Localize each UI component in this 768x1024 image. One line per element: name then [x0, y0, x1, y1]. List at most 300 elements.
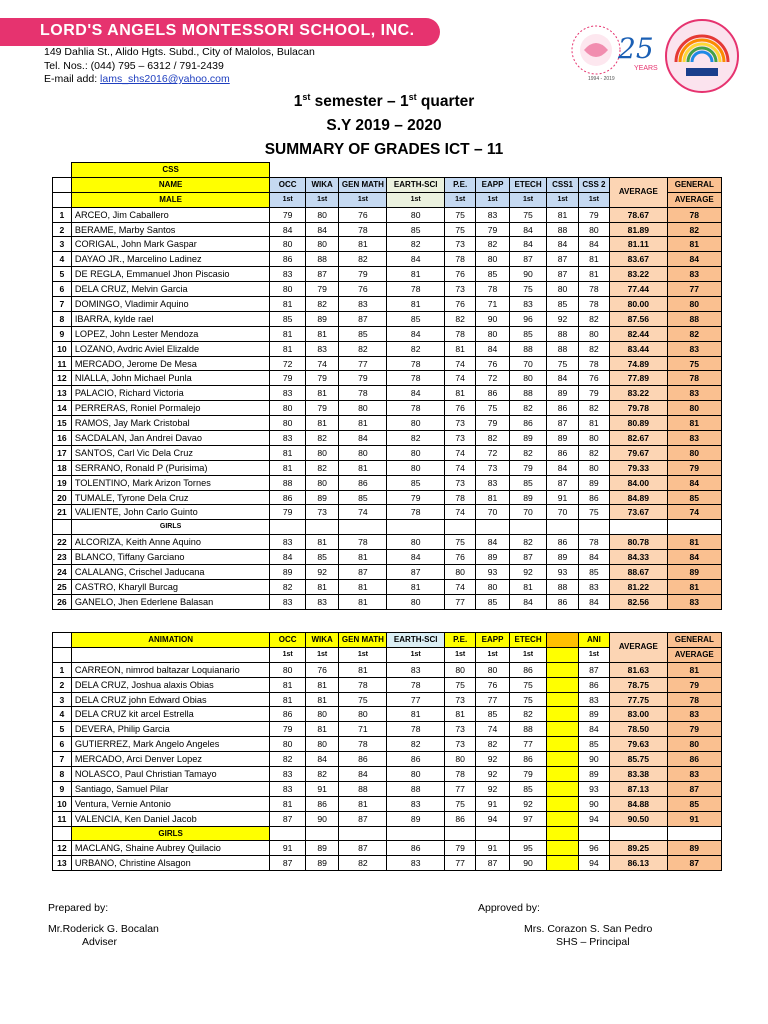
grade-cell — [547, 752, 578, 767]
blank-cell — [476, 826, 509, 841]
email-link[interactable]: lams_shs2016@yahoo.com — [100, 73, 230, 85]
grade-cell: 84 — [578, 594, 609, 609]
grade-cell: 86 — [509, 752, 547, 767]
blank-cell — [610, 163, 667, 178]
student-row — [53, 811, 722, 826]
subject-header-row — [53, 177, 722, 192]
blank-cell — [547, 647, 578, 662]
quarter-label: 1st — [270, 647, 306, 662]
row-number: 7 — [53, 752, 72, 767]
grade-cell: 89 — [578, 707, 609, 722]
grade-cell: 74 — [444, 505, 475, 520]
general-average-cell: 88 — [667, 311, 721, 326]
grade-cell: 70 — [547, 505, 578, 520]
grade-cell: 89 — [476, 550, 509, 565]
grade-cell: 83 — [387, 796, 444, 811]
row-number: 5 — [53, 267, 72, 282]
student-name: DE REGLA, Emmanuel Jhon Piscasio — [71, 267, 270, 282]
row-number: 9 — [53, 326, 72, 341]
grade-cell: 92 — [476, 752, 509, 767]
student-row — [53, 475, 722, 490]
subject-header: ETECH — [509, 633, 547, 648]
grade-cell: 82 — [476, 737, 509, 752]
grade-cell: 87 — [509, 252, 547, 267]
grade-cell: 80 — [387, 445, 444, 460]
blank-cell — [444, 163, 475, 178]
grade-cell: 84 — [547, 371, 578, 386]
student-name: VALIENTE, John Carlo Guinto — [71, 505, 270, 520]
grade-cell: 80 — [387, 416, 444, 431]
semester-title: 1st semester – 1st quarter — [293, 92, 475, 111]
girls-label: GIRLS — [71, 826, 270, 841]
grade-cell: 89 — [305, 841, 338, 856]
row-number: 14 — [53, 401, 72, 416]
row-number: 3 — [53, 237, 72, 252]
grade-cell: 85 — [547, 297, 578, 312]
row-number: 11 — [53, 356, 72, 371]
grade-cell: 84 — [387, 252, 444, 267]
average-cell: 82.44 — [610, 326, 667, 341]
grade-cell: 75 — [476, 401, 509, 416]
grade-cell: 78 — [339, 677, 387, 692]
average-cell: 80.78 — [610, 535, 667, 550]
subject-header: ETECH — [509, 177, 547, 192]
grade-cell: 86 — [444, 811, 475, 826]
student-name: DELA CRUZ kit arcel Estrella — [71, 707, 270, 722]
grade-cell: 84 — [476, 535, 509, 550]
general-header: GENERAL — [667, 177, 721, 192]
blank-cell — [578, 520, 609, 535]
grade-cell: 86 — [387, 752, 444, 767]
student-name: DOMINGO, Vladimir Aquino — [71, 297, 270, 312]
grade-cell: 81 — [578, 267, 609, 282]
grade-cell: 83 — [270, 267, 306, 282]
student-row — [53, 416, 722, 431]
grade-cell — [547, 856, 578, 871]
grade-cell: 82 — [305, 460, 338, 475]
grade-cell: 73 — [444, 475, 475, 490]
row-number: 6 — [53, 737, 72, 752]
grade-cell: 89 — [305, 490, 338, 505]
blank-cell — [53, 163, 72, 178]
grade-cell: 83 — [578, 579, 609, 594]
grade-cell: 84 — [509, 222, 547, 237]
grade-cell: 78 — [444, 326, 475, 341]
student-row — [53, 737, 722, 752]
grade-cell: 78 — [578, 356, 609, 371]
grade-cell: 90 — [305, 811, 338, 826]
student-name: PALACIO, Richard Victoria — [71, 386, 270, 401]
grade-cell: 76 — [476, 356, 509, 371]
blank-cell — [305, 520, 338, 535]
grade-cell: 81 — [339, 796, 387, 811]
grade-cell: 86 — [476, 386, 509, 401]
student-row — [53, 297, 722, 312]
approver-name: Mrs. Corazon S. San Pedro — [524, 923, 653, 935]
grade-cell: 84 — [339, 431, 387, 446]
grade-cell — [547, 707, 578, 722]
grade-cell: 80 — [305, 737, 338, 752]
subject-header — [547, 633, 578, 648]
average-cell: 74.89 — [610, 356, 667, 371]
quarter-label: 1st — [339, 647, 387, 662]
school-email-line — [44, 73, 230, 85]
general-average-cell: 81 — [667, 535, 721, 550]
student-name: CARREON, nimrod baltazar Loquianario — [71, 662, 270, 677]
blank-cell — [444, 520, 475, 535]
grade-cell: 79 — [305, 282, 338, 297]
quarter-label: 1st — [339, 192, 387, 207]
grade-cell: 93 — [476, 565, 509, 580]
grade-cell: 81 — [305, 386, 338, 401]
grade-cell: 89 — [509, 431, 547, 446]
grade-cell: 79 — [270, 371, 306, 386]
grade-cell: 80 — [270, 416, 306, 431]
grade-cell: 94 — [578, 856, 609, 871]
subject-header: EARTH-SCI — [387, 633, 444, 648]
grade-cell: 81 — [509, 579, 547, 594]
grade-cell: 82 — [476, 431, 509, 446]
grade-cell: 73 — [444, 692, 475, 707]
grade-cell: 81 — [444, 341, 475, 356]
grade-cell: 73 — [444, 282, 475, 297]
row-number: 19 — [53, 475, 72, 490]
grade-cell: 75 — [444, 535, 475, 550]
grade-cell: 80 — [339, 707, 387, 722]
grade-cell: 86 — [578, 490, 609, 505]
grade-cell: 80 — [509, 371, 547, 386]
row-number: 3 — [53, 692, 72, 707]
quarter-label: 1st — [305, 647, 338, 662]
grade-cell: 80 — [339, 445, 387, 460]
grade-cell: 76 — [444, 267, 475, 282]
average-cell: 81.22 — [610, 579, 667, 594]
row-number: 16 — [53, 431, 72, 446]
anniv-years: 1994 - 2019 — [588, 76, 615, 82]
general-average-cell: 79 — [667, 722, 721, 737]
grade-cell: 88 — [339, 781, 387, 796]
average-header: AVERAGE — [610, 177, 667, 207]
student-row — [53, 222, 722, 237]
grade-cell: 74 — [339, 505, 387, 520]
grade-cell: 86 — [270, 252, 306, 267]
grade-cell: 79 — [339, 267, 387, 282]
grade-cell: 73 — [444, 416, 475, 431]
general-average-cell: 85 — [667, 796, 721, 811]
grade-cell: 86 — [547, 401, 578, 416]
grade-cell: 84 — [387, 326, 444, 341]
student-row — [53, 207, 722, 222]
grade-cell — [547, 677, 578, 692]
blank-cell — [387, 826, 444, 841]
grade-cell: 74 — [444, 445, 475, 460]
grade-cell: 81 — [305, 535, 338, 550]
grade-cell: 86 — [387, 841, 444, 856]
grade-cell — [547, 811, 578, 826]
girls-label-row — [53, 826, 722, 841]
approver-role: SHS – Principal — [556, 936, 630, 948]
grade-cell: 80 — [476, 252, 509, 267]
grade-cell: 81 — [270, 460, 306, 475]
blank-cell — [339, 826, 387, 841]
grade-cell: 75 — [509, 692, 547, 707]
average-cell: 83.00 — [610, 707, 667, 722]
grade-cell: 90 — [509, 856, 547, 871]
anniversary-logo — [570, 20, 660, 82]
average-cell: 81.89 — [610, 222, 667, 237]
blank-cell — [339, 520, 387, 535]
grade-cell: 84 — [339, 767, 387, 782]
average-cell: 77.75 — [610, 692, 667, 707]
grade-cell: 82 — [578, 311, 609, 326]
grade-cell: 85 — [578, 565, 609, 580]
student-name: MERCADO, Arci Denver Lopez — [71, 752, 270, 767]
grade-cell: 83 — [476, 475, 509, 490]
grade-cell: 91 — [476, 796, 509, 811]
grade-cell: 78 — [387, 401, 444, 416]
grade-cell: 85 — [387, 222, 444, 237]
student-row — [53, 796, 722, 811]
grade-cell: 82 — [476, 237, 509, 252]
grade-cell: 81 — [387, 579, 444, 594]
grade-cell: 81 — [270, 341, 306, 356]
student-row — [53, 401, 722, 416]
row-number: 22 — [53, 535, 72, 550]
grade-cell: 82 — [339, 856, 387, 871]
blank-cell — [509, 520, 547, 535]
blank-cell — [509, 826, 547, 841]
student-name: Ventura, Vernie Antonio — [71, 796, 270, 811]
grade-cell: 81 — [387, 267, 444, 282]
grade-cell: 86 — [578, 677, 609, 692]
grade-cell: 74 — [444, 356, 475, 371]
student-row — [53, 767, 722, 782]
average-cell: 78.75 — [610, 677, 667, 692]
student-row — [53, 707, 722, 722]
grade-cell: 80 — [270, 282, 306, 297]
grade-cell: 74 — [476, 722, 509, 737]
blank-cell — [53, 177, 72, 192]
grade-cell: 80 — [387, 535, 444, 550]
grade-cell: 82 — [509, 445, 547, 460]
grade-cell: 76 — [476, 677, 509, 692]
grade-cell: 77 — [444, 781, 475, 796]
grade-cell: 87 — [270, 856, 306, 871]
quarter-label: 1st — [387, 647, 444, 662]
grade-cell: 79 — [509, 460, 547, 475]
blank-cell — [305, 826, 338, 841]
grade-cell: 79 — [270, 207, 306, 222]
student-row — [53, 431, 722, 446]
grade-cell: 90 — [476, 311, 509, 326]
grade-cell: 81 — [476, 490, 509, 505]
grade-cell: 74 — [305, 356, 338, 371]
grade-cell: 78 — [444, 252, 475, 267]
row-number: 2 — [53, 222, 72, 237]
grade-cell: 87 — [339, 311, 387, 326]
grade-cell: 74 — [444, 460, 475, 475]
average-cell: 80.89 — [610, 416, 667, 431]
student-name: DELA CRUZ john Edward Obias — [71, 692, 270, 707]
grade-cell: 91 — [305, 781, 338, 796]
grade-cell: 77 — [339, 356, 387, 371]
grade-cell: 84 — [387, 550, 444, 565]
average-cell: 73.67 — [610, 505, 667, 520]
grade-cell: 91 — [270, 841, 306, 856]
student-row — [53, 781, 722, 796]
student-row — [53, 490, 722, 505]
quarter-label: 1st — [444, 647, 475, 662]
grade-cell: 79 — [444, 841, 475, 856]
grade-cell: 83 — [270, 535, 306, 550]
student-name: GANELO, Jhen Ederlene Balasan — [71, 594, 270, 609]
student-name: DELA CRUZ, Melvin Garcia — [71, 282, 270, 297]
subject-header: P.E. — [444, 177, 475, 192]
grade-cell: 81 — [444, 707, 475, 722]
grade-cell: 81 — [547, 207, 578, 222]
general-average-cell: 89 — [667, 565, 721, 580]
grade-cell: 87 — [305, 267, 338, 282]
student-row — [53, 722, 722, 737]
blank-cell — [270, 163, 306, 178]
school-year-title: S.Y 2019 – 2020 — [326, 117, 442, 134]
grade-cell: 81 — [305, 677, 338, 692]
student-name: DELA CRUZ, Joshua alaxis Obias — [71, 677, 270, 692]
blank-cell — [53, 647, 72, 662]
grade-cell: 77 — [444, 856, 475, 871]
email-label: E-mail add: — [44, 73, 101, 85]
section-header-row — [53, 163, 722, 178]
grade-cell: 78 — [387, 505, 444, 520]
grade-cell: 86 — [270, 490, 306, 505]
grade-cell: 79 — [387, 490, 444, 505]
blank-cell — [71, 647, 270, 662]
grade-cell: 73 — [444, 722, 475, 737]
grade-cell: 90 — [578, 796, 609, 811]
grade-cell: 74 — [444, 371, 475, 386]
blank-cell — [667, 520, 721, 535]
grade-cell: 81 — [339, 579, 387, 594]
grade-cell: 83 — [270, 431, 306, 446]
grade-cell: 77 — [444, 594, 475, 609]
student-name: PERRERAS, Roniel Pormalejo — [71, 401, 270, 416]
general-average-cell: 83 — [667, 431, 721, 446]
school-name-banner — [0, 18, 440, 46]
grade-cell: 85 — [509, 326, 547, 341]
average-cell: 83.22 — [610, 386, 667, 401]
grade-cell: 89 — [547, 550, 578, 565]
grade-cell: 73 — [444, 431, 475, 446]
grade-cell: 89 — [305, 311, 338, 326]
average-cell: 78.67 — [610, 207, 667, 222]
row-number: 7 — [53, 297, 72, 312]
row-number: 1 — [53, 207, 72, 222]
blank-cell — [387, 163, 444, 178]
grade-cell: 83 — [509, 297, 547, 312]
grade-cell: 86 — [270, 707, 306, 722]
grade-cell: 78 — [339, 535, 387, 550]
student-row — [53, 662, 722, 677]
grade-cell: 73 — [444, 737, 475, 752]
grade-cell: 88 — [509, 722, 547, 737]
grade-cell: 75 — [339, 692, 387, 707]
grade-cell: 80 — [305, 237, 338, 252]
general-average-cell: 81 — [667, 237, 721, 252]
grade-cell: 80 — [476, 579, 509, 594]
subject-header: ANI — [578, 633, 609, 648]
grade-cell: 81 — [270, 677, 306, 692]
general-average-cell: 74 — [667, 505, 721, 520]
grade-cell: 87 — [578, 662, 609, 677]
general-average-cell: 80 — [667, 297, 721, 312]
general-average-cell: 75 — [667, 356, 721, 371]
girls-label-row — [53, 520, 722, 535]
student-row — [53, 341, 722, 356]
average-cell: 84.89 — [610, 490, 667, 505]
grade-cell: 76 — [444, 550, 475, 565]
subject-header: EAPP — [476, 633, 509, 648]
row-number: 13 — [53, 386, 72, 401]
row-number: 12 — [53, 371, 72, 386]
grade-cell: 78 — [339, 386, 387, 401]
grade-cell: 89 — [578, 767, 609, 782]
grade-cell: 75 — [444, 222, 475, 237]
grade-cell: 81 — [270, 445, 306, 460]
average-cell: 78.50 — [610, 722, 667, 737]
general-average-cell: 79 — [667, 677, 721, 692]
blank-cell — [667, 163, 721, 178]
animation-grades-table — [52, 632, 722, 871]
quarter-label: 1st — [305, 192, 338, 207]
blank-cell — [444, 826, 475, 841]
grade-cell: 84 — [476, 341, 509, 356]
blank-cell — [53, 826, 72, 841]
blank-cell — [53, 520, 72, 535]
student-name: URBANO, Christine Alsagon — [71, 856, 270, 871]
general-average-cell: 83 — [667, 594, 721, 609]
general-header: GENERAL — [667, 633, 721, 648]
student-name: DEVERA, Philip Garcia — [71, 722, 270, 737]
blank-cell — [547, 520, 578, 535]
student-name: TUMALE, Tyrone Dela Cruz — [71, 490, 270, 505]
grade-cell: 81 — [305, 692, 338, 707]
general-average-cell: 82 — [667, 326, 721, 341]
student-row — [53, 252, 722, 267]
grade-cell: 86 — [339, 752, 387, 767]
grade-cell: 87 — [339, 565, 387, 580]
grade-cell: 78 — [339, 222, 387, 237]
student-name: MERCADO, Jerome De Mesa — [71, 356, 270, 371]
grade-cell: 76 — [578, 371, 609, 386]
grade-cell: 86 — [305, 796, 338, 811]
general-average-cell: 84 — [667, 475, 721, 490]
summary-title: SUMMARY OF GRADES ICT – 11 — [264, 141, 504, 158]
student-row — [53, 535, 722, 550]
grade-cell: 96 — [578, 841, 609, 856]
grade-cell: 81 — [339, 550, 387, 565]
grade-cell: 80 — [339, 401, 387, 416]
grade-cell: 81 — [578, 252, 609, 267]
grade-cell: 83 — [476, 207, 509, 222]
subject-header: WIKA — [305, 177, 338, 192]
student-name: SANTOS, Carl Vic Dela Cruz — [71, 445, 270, 460]
grade-cell: 84 — [547, 460, 578, 475]
grade-cell: 82 — [270, 579, 306, 594]
grade-cell: 86 — [339, 475, 387, 490]
grade-cell: 78 — [578, 535, 609, 550]
grade-cell: 81 — [339, 460, 387, 475]
average-cell: 80.00 — [610, 297, 667, 312]
